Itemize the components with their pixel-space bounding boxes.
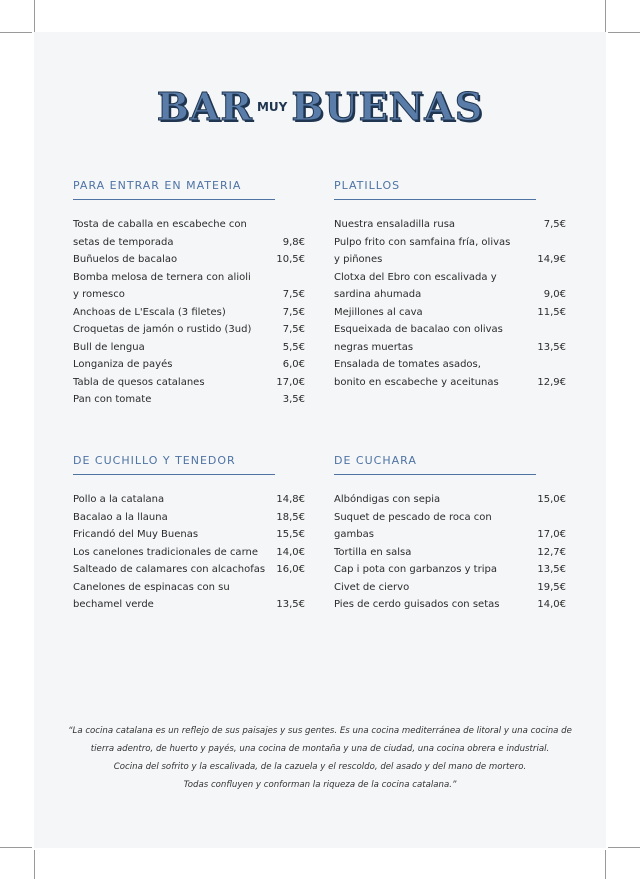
menu-item-price: 7,5€	[282, 289, 305, 300]
menu-item-line	[334, 304, 566, 322]
menu-item-line	[73, 561, 305, 579]
section-platillos	[334, 178, 566, 391]
menu-item-name: Tabla de quesos catalanes	[73, 376, 205, 388]
logo-word-muy: MUY	[256, 99, 288, 114]
menu-item-name: Clotxa del Ebro con escalivada y	[334, 271, 497, 283]
section-divider	[73, 199, 275, 200]
logo-word-bar: BAR	[156, 84, 253, 129]
menu-item-price: 14,9€	[537, 254, 566, 265]
menu-item-price: 13,5€	[276, 599, 305, 610]
menu-item-name: Civet de ciervo	[334, 581, 410, 593]
crop-mark	[34, 850, 35, 879]
menu-item-line	[73, 339, 305, 357]
menu-item-line	[73, 321, 305, 339]
menu-item-name: Fricandó del Muy Buenas	[73, 529, 199, 540]
menu-item-price: 16,0€	[276, 564, 305, 575]
section-title: PARA ENTRAR EN MATERIA	[73, 179, 242, 192]
menu-item-price: 14,8€	[276, 494, 305, 505]
section-para-entrar	[73, 178, 305, 409]
menu-item-line	[334, 321, 566, 339]
menu-item-list	[73, 491, 305, 614]
menu-item-line	[73, 579, 305, 597]
menu-item-price: 9,8€	[282, 236, 305, 248]
menu-item-price: 5,5€	[282, 341, 305, 353]
crop-mark	[0, 847, 32, 848]
crop-mark	[605, 0, 606, 32]
menu-item-line	[334, 269, 566, 287]
menu-item-price: 12,7€	[537, 546, 566, 558]
menu-item-name: Suquet de pescado de roca con	[334, 511, 492, 523]
menu-item-name: Pan con tomate	[73, 394, 152, 405]
menu-item-line	[73, 544, 305, 562]
menu-item-name: Salteado de calamares con alcachofas	[73, 564, 266, 575]
menu-item-name: bechamel verde	[73, 599, 154, 610]
crop-mark	[605, 850, 606, 879]
menu-item-price: 14,0€	[537, 599, 566, 610]
menu-item-line	[73, 596, 305, 614]
menu-item-name: bonito en escabeche y aceitunas	[334, 376, 499, 388]
menu-item-price: 9,0€	[543, 289, 566, 300]
crop-mark	[34, 0, 35, 32]
menu-item-name: Nuestra ensaladilla rusa	[334, 219, 456, 230]
menu-item-line	[334, 491, 566, 509]
menu-item-name: gambas	[334, 529, 374, 540]
menu-item-list	[73, 216, 305, 409]
section-title: DE CUCHARA	[334, 454, 417, 467]
menu-item-list	[334, 216, 566, 391]
menu-item-price: 17,0€	[276, 376, 305, 388]
menu-item-line	[334, 216, 566, 234]
menu-item-line	[73, 286, 305, 304]
menu-item-price: 17,0€	[537, 529, 566, 540]
menu-item-name: Pollo a la catalana	[73, 494, 165, 505]
menu-item-name: Buñuelos de bacalao	[73, 254, 178, 265]
menu-item-line	[73, 216, 305, 234]
quote-line: Todas confluyen y conforman la riqueza de la cocina catalana.”	[183, 780, 457, 790]
menu-item-name: Pulpo frito con samfaina fría, olivas	[334, 236, 511, 248]
menu-item-price: 3,5€	[282, 394, 305, 405]
bar-logo	[0, 84, 640, 129]
menu-item-line	[334, 544, 566, 562]
menu-item-line	[73, 526, 305, 544]
quote-line: Cocina del sofrito y la escalivada, de la cazuela y el rescoldo, del asado y del mano de mortero.	[113, 762, 527, 772]
menu-item-line	[334, 561, 566, 579]
menu-item-name: Bull de lengua	[73, 341, 145, 353]
menu-item-name: Canelones de espinacas con su	[73, 581, 230, 593]
menu-item-line	[334, 526, 566, 544]
menu-item-price: 11,5€	[537, 306, 566, 318]
section-divider	[73, 474, 275, 475]
section-title: PLATILLOS	[334, 179, 401, 192]
menu-item-name: Croquetas de jamón o rustido (3ud)	[73, 324, 252, 335]
menu-item-name: Bomba melosa de ternera con alioli	[73, 271, 251, 283]
menu-item-price: 13,5€	[537, 564, 566, 575]
menu-item-line	[334, 579, 566, 597]
menu-item-price: 7,5€	[543, 219, 566, 230]
menu-item-line	[334, 374, 566, 392]
menu-item-price: 18,5€	[276, 511, 305, 523]
menu-item-name: Mejillones al cava	[334, 306, 423, 318]
menu-item-line	[73, 391, 305, 409]
menu-item-line	[73, 251, 305, 269]
menu-item-name: Pies de cerdo guisados con setas	[334, 599, 500, 610]
menu-item-name: Esqueixada de bacalao con olivas	[334, 324, 503, 335]
menu-item-line	[334, 596, 566, 614]
menu-item-line	[73, 234, 305, 252]
menu-item-line	[334, 339, 566, 357]
menu-item-line	[334, 234, 566, 252]
menu-item-name: Bacalao a la llauna	[73, 511, 168, 523]
menu-item-name: setas de temporada	[73, 236, 174, 248]
menu-item-price: 7,5€	[282, 306, 305, 318]
menu-item-name: Albóndigas con sepia	[334, 494, 441, 505]
menu-item-line	[334, 356, 566, 374]
menu-item-line	[334, 251, 566, 269]
menu-item-price: 6,0€	[282, 359, 305, 370]
menu-item-price: 7,5€	[282, 324, 305, 335]
menu-item-name: negras muertas	[334, 341, 414, 353]
menu-item-line	[334, 286, 566, 304]
quote-line: “La cocina catalana es un reflejo de sus paisajes y sus gentes. Es una cocina mediterránea de litoral y una cocina de	[68, 726, 572, 736]
menu-item-line	[73, 491, 305, 509]
menu-item-name: Anchoas de L'Escala (3 filetes)	[73, 306, 226, 318]
menu-item-name: Tortilla en salsa	[334, 546, 412, 558]
menu-item-price: 14,0€	[276, 546, 305, 558]
menu-item-name: y piñones	[334, 254, 383, 265]
section-cuchara	[334, 453, 566, 614]
menu-item-price: 15,5€	[276, 529, 305, 540]
menu-item-price: 19,5€	[537, 581, 566, 593]
menu-item-name: Ensalada de tomates asados,	[334, 359, 481, 370]
menu-item-line	[73, 374, 305, 392]
crop-mark	[0, 32, 32, 33]
logo-word-buenas: BUENAS	[291, 84, 484, 129]
menu-item-list	[334, 491, 566, 614]
menu-item-name: y romesco	[73, 289, 125, 300]
menu-item-line	[73, 356, 305, 374]
menu-item-line	[334, 509, 566, 527]
menu-item-name: sardina ahumada	[334, 289, 422, 300]
menu-item-name: Los canelones tradicionales de carne	[73, 546, 258, 558]
menu-item-line	[73, 269, 305, 287]
menu-item-name: Tosta de caballa en escabeche con	[73, 219, 247, 230]
crop-mark	[608, 847, 640, 848]
menu-item-name: Longaniza de payés	[73, 359, 173, 370]
menu-item-price: 13,5€	[537, 341, 566, 353]
menu-item-price: 12,9€	[537, 376, 566, 388]
menu-item-line	[73, 509, 305, 527]
catalan-cuisine-quote	[40, 722, 600, 794]
crop-mark	[608, 32, 640, 33]
menu-item-line	[73, 304, 305, 322]
section-divider	[334, 199, 536, 200]
menu-item-price: 15,0€	[537, 494, 566, 505]
section-title: DE CUCHILLO Y TENEDOR	[73, 454, 236, 467]
section-divider	[334, 474, 536, 475]
quote-line: tierra adentro, de huerto y payés, una cocina de montaña y una de ciudad, una cocina obrera e industrial.	[90, 744, 550, 754]
menu-item-name: Cap i pota con garbanzos y tripa	[334, 564, 497, 575]
section-cuchillo-tenedor	[73, 453, 305, 614]
menu-item-price: 10,5€	[276, 254, 305, 265]
